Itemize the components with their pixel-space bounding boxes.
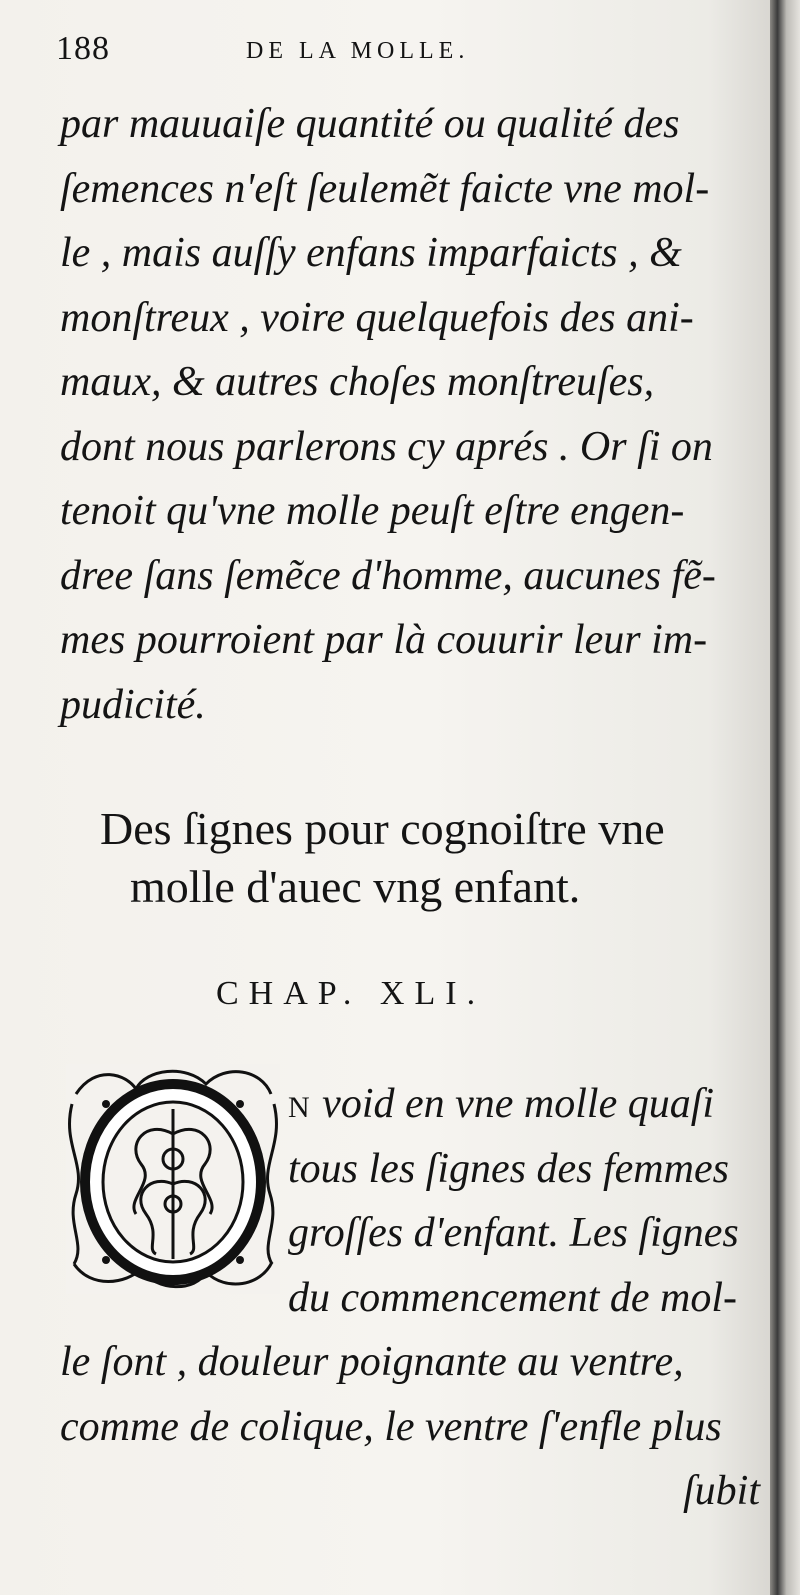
catchword: ſubit: [682, 1468, 760, 1514]
text-line: dont nous parlerons cy aprés . Or ſi on: [60, 423, 713, 470]
text-line: du commencement de mol-: [288, 1274, 737, 1321]
text-line: maux, & autres choſes monſtreuſes,: [60, 359, 655, 405]
chapter-title-line: molle d'auec vng enfant.: [130, 861, 581, 912]
page-edge: [770, 0, 800, 1595]
dropcap-continuation: N: [288, 1091, 312, 1124]
chapter-title: [100, 800, 780, 916]
page-number: 188: [56, 30, 110, 67]
chapter-body-text: [60, 1072, 770, 1524]
text-line: dree ſans ſemẽce d'homme, aucunes fẽ-: [60, 552, 716, 599]
text-line: pudicité.: [60, 681, 206, 728]
text-line-rest: void en vne molle quaſi: [322, 1081, 715, 1127]
text-line: monſtreux , voire quelquefois des ani-: [60, 294, 694, 341]
text-line: tenoit qu'vne molle peuſt eſtre engen-: [60, 488, 685, 534]
paragraph-text: [60, 92, 770, 737]
running-head: DE LA MOLLE.: [246, 38, 470, 64]
text-line: par mauuaiſe quantité ou qualité des: [60, 101, 680, 147]
chapter-number: CHAP. XLI.: [216, 975, 486, 1012]
text-line: comme de colique, le ventre ſ'enfle plus: [60, 1403, 722, 1450]
text-line: le ſont , douleur poignante au ventre,: [60, 1339, 684, 1385]
page-header: [56, 30, 556, 70]
text-line: le , mais auſſy enfans imparfaicts , &: [60, 230, 682, 276]
text-line: ſemences n'eſt ſeulemẽt faicte vne mol-: [60, 165, 710, 212]
text-line: groſſes d'enfant. Les ſignes: [288, 1210, 739, 1256]
text-line: tous les ſignes des femmes: [288, 1145, 729, 1192]
text-line: mes pourroient par là couurir leur im-: [60, 617, 708, 663]
chapter-title-line: Des ſignes pour cognoiſtre vne: [100, 803, 665, 854]
text-line: [60, 1072, 770, 1137]
